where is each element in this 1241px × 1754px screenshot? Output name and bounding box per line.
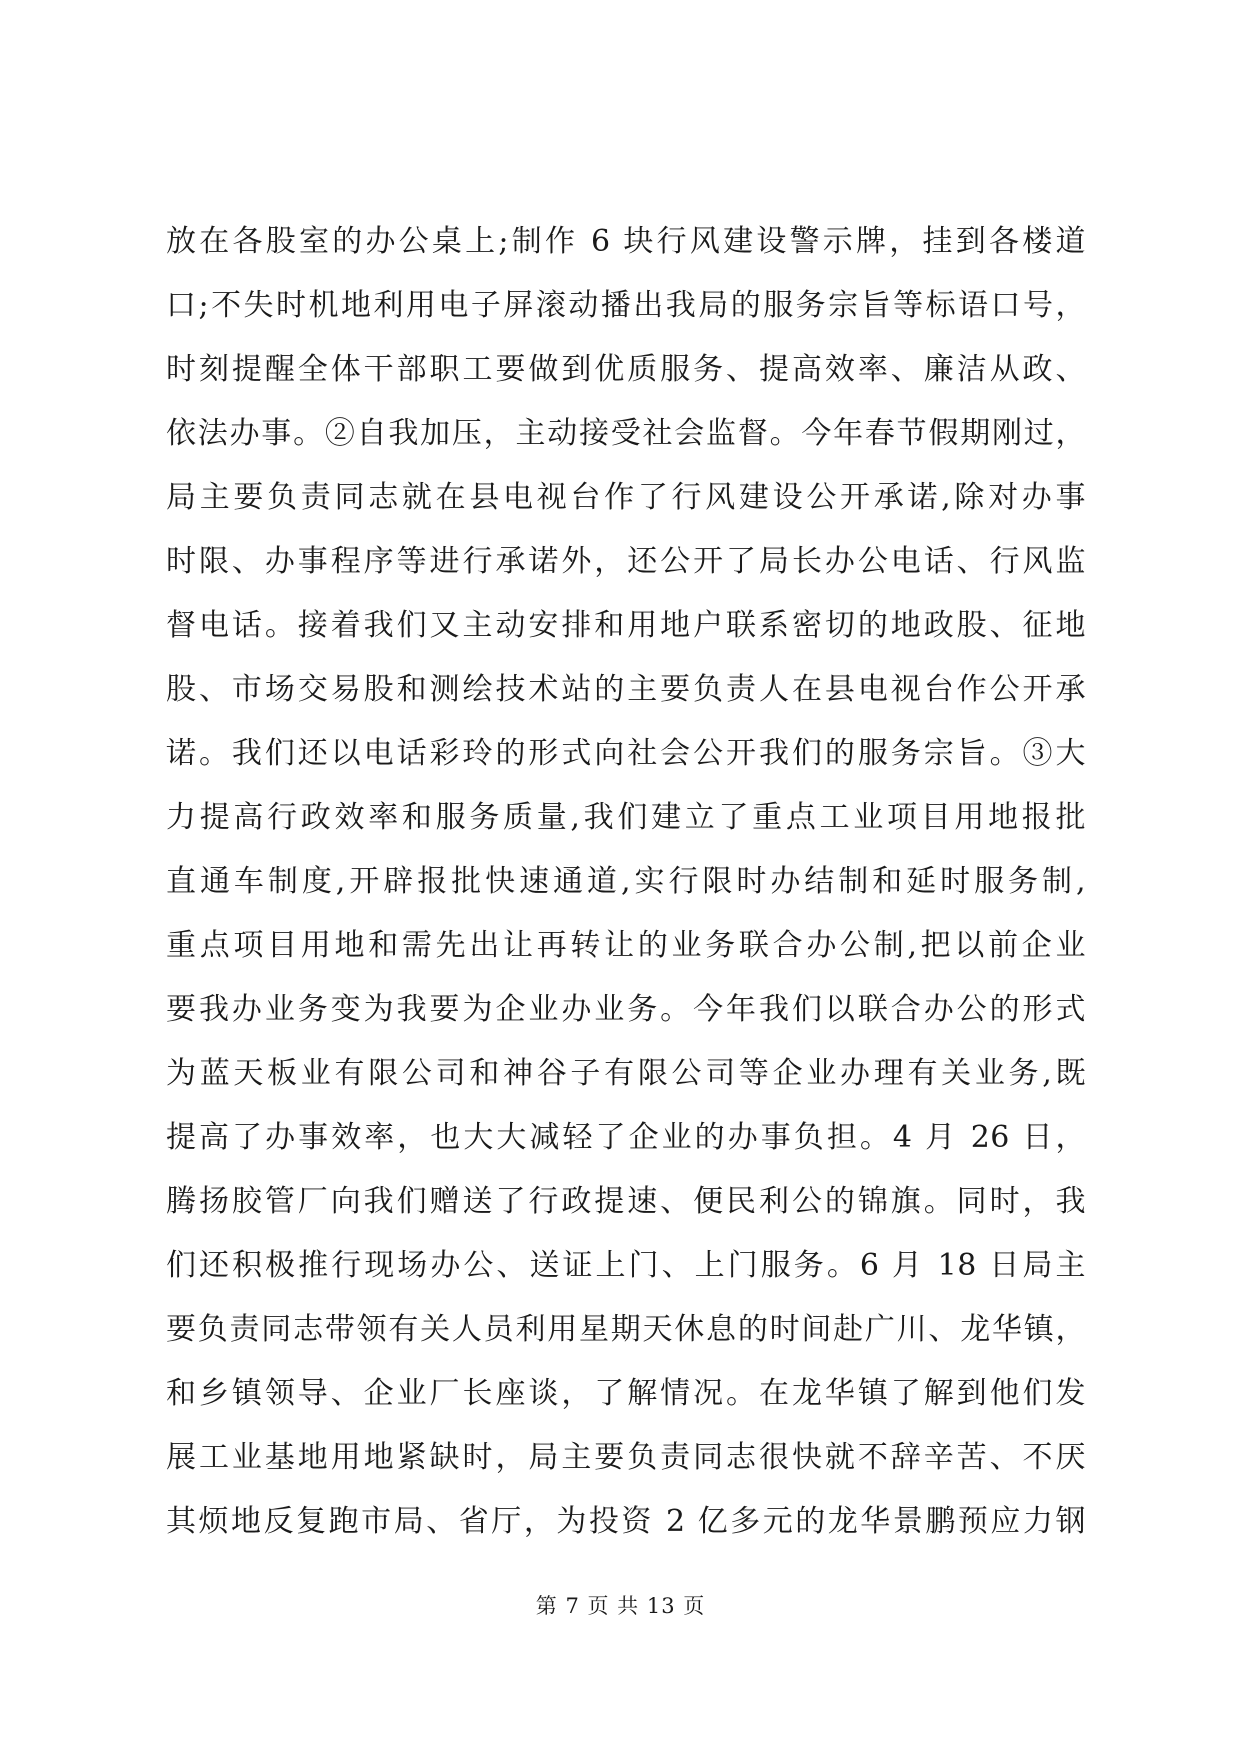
page-number: 第 7 页 共 13 页 (535, 1594, 706, 1618)
text-line: 力提高行政效率和服务质量,我们建立了重点工业项目用地报批 (166, 800, 1086, 835)
text-line: 们还积极推行现场办公、送证上门、上门服务。6 月 18 日局主 (166, 1248, 1086, 1283)
text-line: 口;不失时机地利用电子屏滚动播出我局的服务宗旨等标语口号， (166, 288, 1086, 323)
text-line: 局主要负责同志就在县电视台作了行风建设公开承诺,除对办事 (166, 480, 1086, 515)
text-line: 展工业基地用地紧缺时，局主要负责同志很快就不辞辛苦、不厌 (166, 1440, 1086, 1475)
text-line: 提高了办事效率，也大大减轻了企业的办事负担。4 月 26 日， (166, 1120, 1086, 1155)
text-line: 股、市场交易股和测绘技术站的主要负责人在县电视台作公开承 (166, 672, 1086, 707)
body-text (166, 210, 1086, 1554)
text-line: 为蓝天板业有限公司和神谷子有限公司等企业办理有关业务,既 (166, 1056, 1086, 1091)
text-line: 时刻提醒全体干部职工要做到优质服务、提高效率、廉洁从政、 (166, 352, 1086, 387)
text-line: 放在各股室的办公桌上;制作 6 块行风建设警示牌，挂到各楼道 (166, 224, 1086, 259)
text-line: 直通车制度,开辟报批快速通道,实行限时办结制和延时服务制, (166, 864, 1086, 899)
text-line: 腾扬胶管厂向我们赠送了行政提速、便民利公的锦旗。同时，我 (166, 1184, 1086, 1219)
text-line: 督电话。接着我们又主动安排和用地户联系密切的地政股、征地 (166, 608, 1086, 643)
text-line: 要我办业务变为我要为企业办业务。今年我们以联合办公的形式 (166, 992, 1086, 1027)
text-line: 诺。我们还以电话彩玲的形式向社会公开我们的服务宗旨。③大 (166, 736, 1086, 771)
text-line: 重点项目用地和需先出让再转让的业务联合办公制,把以前企业 (166, 928, 1086, 963)
text-line: 和乡镇领导、企业厂长座谈，了解情况。在龙华镇了解到他们发 (166, 1376, 1086, 1411)
text-line: 依法办事。②自我加压，主动接受社会监督。今年春节假期刚过， (166, 416, 1086, 451)
text-line: 时限、办事程序等进行承诺外，还公开了局长办公电话、行风监 (166, 544, 1086, 579)
text-line: 其烦地反复跑市局、省厅，为投资 2 亿多元的龙华景鹏预应力钢 (166, 1504, 1086, 1539)
text-line: 要负责同志带领有关人员利用星期天休息的时间赴广川、龙华镇， (166, 1312, 1086, 1347)
